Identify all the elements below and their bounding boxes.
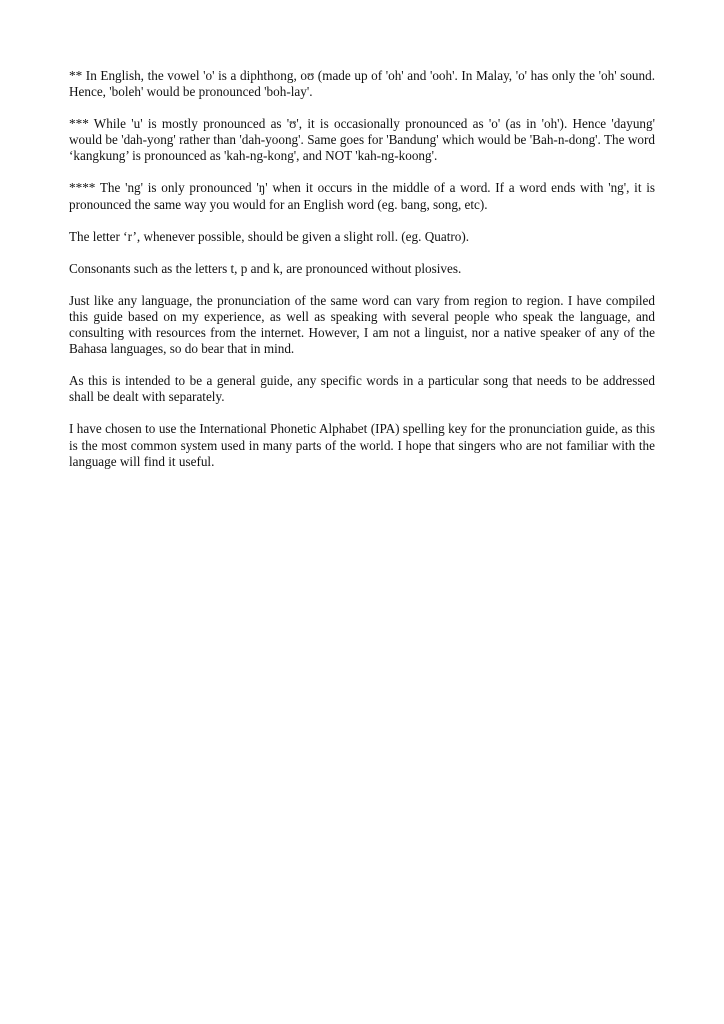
note-regional-variation: Just like any language, the pronunciation of the same word can vary from region to region. I have compiled this guide based on my experience, as well as speaking with several people who speak the language, and consulting with resources from the internet. However, I am not a linguist, nor a native speaker of any of the Bahasa languages, so do bear that in mind. — [69, 292, 655, 357]
note-vowel-o: ** In English, the vowel 'o' is a diphthong, oʊ (made up of 'oh' and 'ooh'. In Malay, 'o' has only the 'oh' sound. Hence, 'boleh' would be pronounced 'boh-lay'. — [69, 68, 655, 100]
note-consonants: Consonants such as the letters t, p and k, are pronounced without plosives. — [69, 260, 462, 276]
note-letter-r: The letter ‘r’, whenever possible, should be given a slight roll. (eg. Quatro). — [69, 228, 470, 244]
note-general-guide: As this is intended to be a general guide, any specific words in a particular song that needs to be addressed shall be dealt with separately. — [69, 373, 655, 405]
note-ng-sound: **** The 'ng' is only pronounced 'ŋ' when it occurs in the middle of a word. If a word ends with 'ng', it is pronounced the same way you would for an English word (eg. bang, song, etc). — [69, 180, 655, 212]
note-ipa-key: I have chosen to use the International Phonetic Alphabet (IPA) spelling key for the pronunciation guide, as this is the most common system used in many parts of the world. I hope that singers who are not familiar with the language will find it useful. — [69, 421, 655, 469]
note-vowel-u: *** While 'u' is mostly pronounced as 'ʊ', it is occasionally pronounced as 'o' (as in 'oh'). Hence 'dayung' would be 'dah-yong' rather than 'dah-yoong'. Same goes for 'Bandung' which would be 'Bah-n-dong'. The word ‘kangkung’ is pronounced as 'kah-ng-kong', and NOT 'kah-ng-koong'. — [69, 116, 655, 164]
document-page — [69, 68, 655, 486]
